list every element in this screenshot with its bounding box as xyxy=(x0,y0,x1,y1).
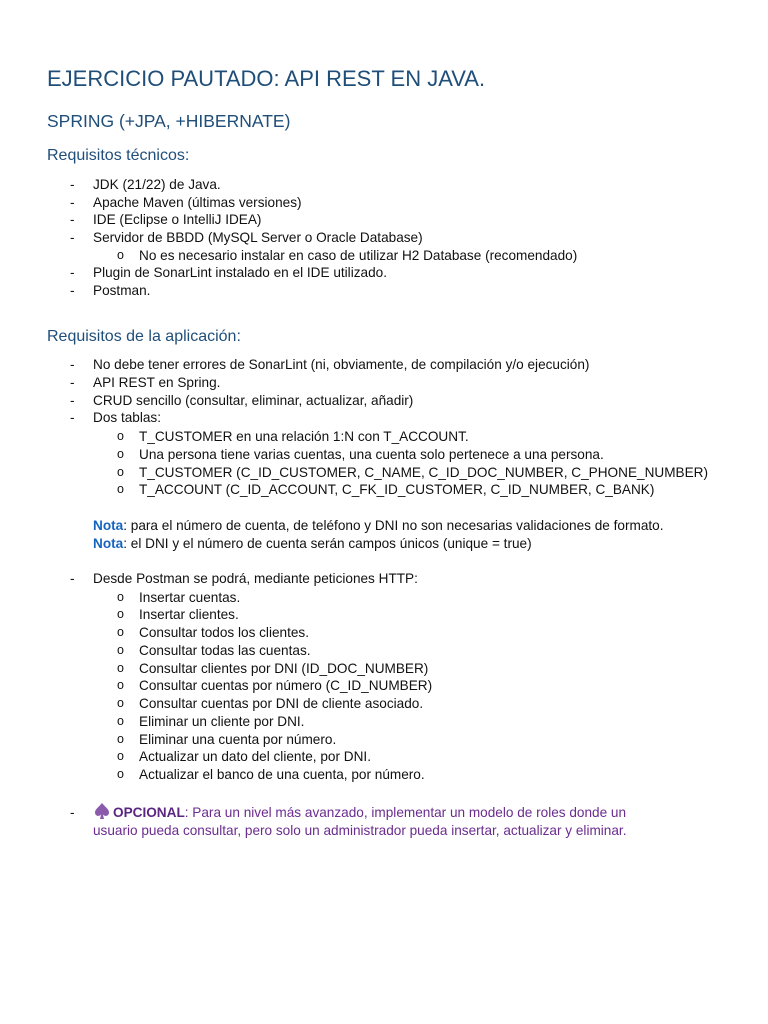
circle-bullet: o xyxy=(117,590,124,604)
list-item: Servidor de BBDD (MySQL Server o Oracle Database) xyxy=(93,230,423,245)
circle-bullet: o xyxy=(117,767,124,781)
dash-bullet: - xyxy=(70,375,75,390)
sub-list-item: Consultar cuentas por DNI de cliente asociado. xyxy=(139,696,424,711)
circle-bullet: o xyxy=(117,248,124,262)
dash-bullet: - xyxy=(70,410,75,425)
sub-list-item: Consultar todas las cuentas. xyxy=(139,643,311,658)
list-item: IDE (Eclipse o IntelliJ IDEA) xyxy=(93,212,262,227)
sub-list-item: Consultar clientes por DNI (ID_DOC_NUMBER) xyxy=(139,661,429,676)
note-line xyxy=(93,535,532,553)
sub-list-item: Consultar todos los clientes. xyxy=(139,625,310,640)
sub-list-item: No es necesario instalar en caso de utilizar H2 Database (recomendado) xyxy=(139,248,578,263)
list-item: Plugin de SonarLint instalado en el IDE utilizado. xyxy=(93,265,387,280)
circle-bullet: o xyxy=(117,661,124,675)
list-item: Desde Postman se podrá, mediante peticiones HTTP: xyxy=(93,571,418,586)
list-item: Apache Maven (últimas versiones) xyxy=(93,195,302,210)
sub-list-item: Eliminar una cuenta por número. xyxy=(139,732,337,747)
list-item: Dos tablas: xyxy=(93,410,162,425)
dash-bullet: - xyxy=(70,805,75,820)
sub-list-item: Eliminar un cliente por DNI. xyxy=(139,714,305,729)
sub-list-item: Una persona tiene varias cuentas, una cuenta solo pertenece a una persona. xyxy=(139,447,604,462)
circle-bullet: o xyxy=(117,643,124,657)
sub-list-item: T_CUSTOMER en una relación 1:N con T_ACCOUNT. xyxy=(139,429,469,444)
sub-list-item: Insertar cuentas. xyxy=(139,590,241,605)
circle-bullet: o xyxy=(117,447,124,461)
dash-bullet: - xyxy=(70,283,75,298)
dash-bullet: - xyxy=(70,195,75,210)
circle-bullet: o xyxy=(117,607,124,621)
optional-line-2: usuario pueda consultar, pero solo un administrador pueda insertar, actualizar y eliminar. xyxy=(93,823,627,838)
circle-bullet: o xyxy=(117,625,124,639)
circle-bullet: o xyxy=(117,732,124,746)
circle-bullet: o xyxy=(117,749,124,763)
sub-list-item: T_CUSTOMER (C_ID_CUSTOMER, C_NAME, C_ID_DOC_NUMBER, C_PHONE_NUMBER) xyxy=(139,465,709,480)
circle-bullet: o xyxy=(117,714,124,728)
dash-bullet: - xyxy=(70,212,75,227)
circle-bullet: o xyxy=(117,696,124,710)
tech-heading: Requisitos técnicos: xyxy=(47,147,190,164)
note-line xyxy=(93,517,664,535)
list-item: No debe tener errores de SonarLint (ni, obviamente, de compilación y/o ejecución) xyxy=(93,357,590,372)
list-item: API REST en Spring. xyxy=(93,375,221,390)
circle-bullet: o xyxy=(117,465,124,479)
list-item: CRUD sencillo (consultar, eliminar, actualizar, añadir) xyxy=(93,393,414,408)
optional-text: : Para un nivel más avanzado, implementar un modelo de roles donde un xyxy=(184,805,627,820)
note-label: Nota xyxy=(93,518,124,533)
dash-bullet: - xyxy=(70,357,75,372)
page-title: EJERCICIO PAUTADO: API REST EN JAVA. xyxy=(47,66,486,91)
circle-bullet: o xyxy=(117,678,124,692)
note-label: Nota xyxy=(93,536,124,551)
sub-list-item: Insertar clientes. xyxy=(139,607,239,622)
dash-bullet: - xyxy=(70,571,75,586)
sub-list-item: Actualizar un dato del cliente, por DNI. xyxy=(139,749,371,764)
dash-bullet: - xyxy=(70,393,75,408)
dash-bullet: - xyxy=(70,230,75,245)
dash-bullet: - xyxy=(70,177,75,192)
note-text: : para el número de cuenta, de teléfono y DNI no son necesarias validaciones de formato. xyxy=(123,518,664,533)
app-heading: Requisitos de la aplicación: xyxy=(47,328,241,345)
dash-bullet: - xyxy=(70,265,75,280)
list-item: JDK (21/22) de Java. xyxy=(93,177,221,192)
sub-list-item: Actualizar el banco de una cuenta, por número. xyxy=(139,767,425,782)
note-text: : el DNI y el número de cuenta serán campos únicos (unique = true) xyxy=(123,536,532,551)
list-item: Postman. xyxy=(93,283,151,298)
sub-list-item: T_ACCOUNT (C_ID_ACCOUNT, C_FK_ID_CUSTOMER, C_ID_NUMBER, C_BANK) xyxy=(139,482,655,497)
optional-label: OPCIONAL xyxy=(113,805,185,820)
page-subtitle: SPRING (+JPA, +HIBERNATE) xyxy=(47,111,291,131)
circle-bullet: o xyxy=(117,429,124,443)
sub-list-item: Consultar cuentas por número (C_ID_NUMBER) xyxy=(139,678,433,693)
circle-bullet: o xyxy=(117,482,124,496)
